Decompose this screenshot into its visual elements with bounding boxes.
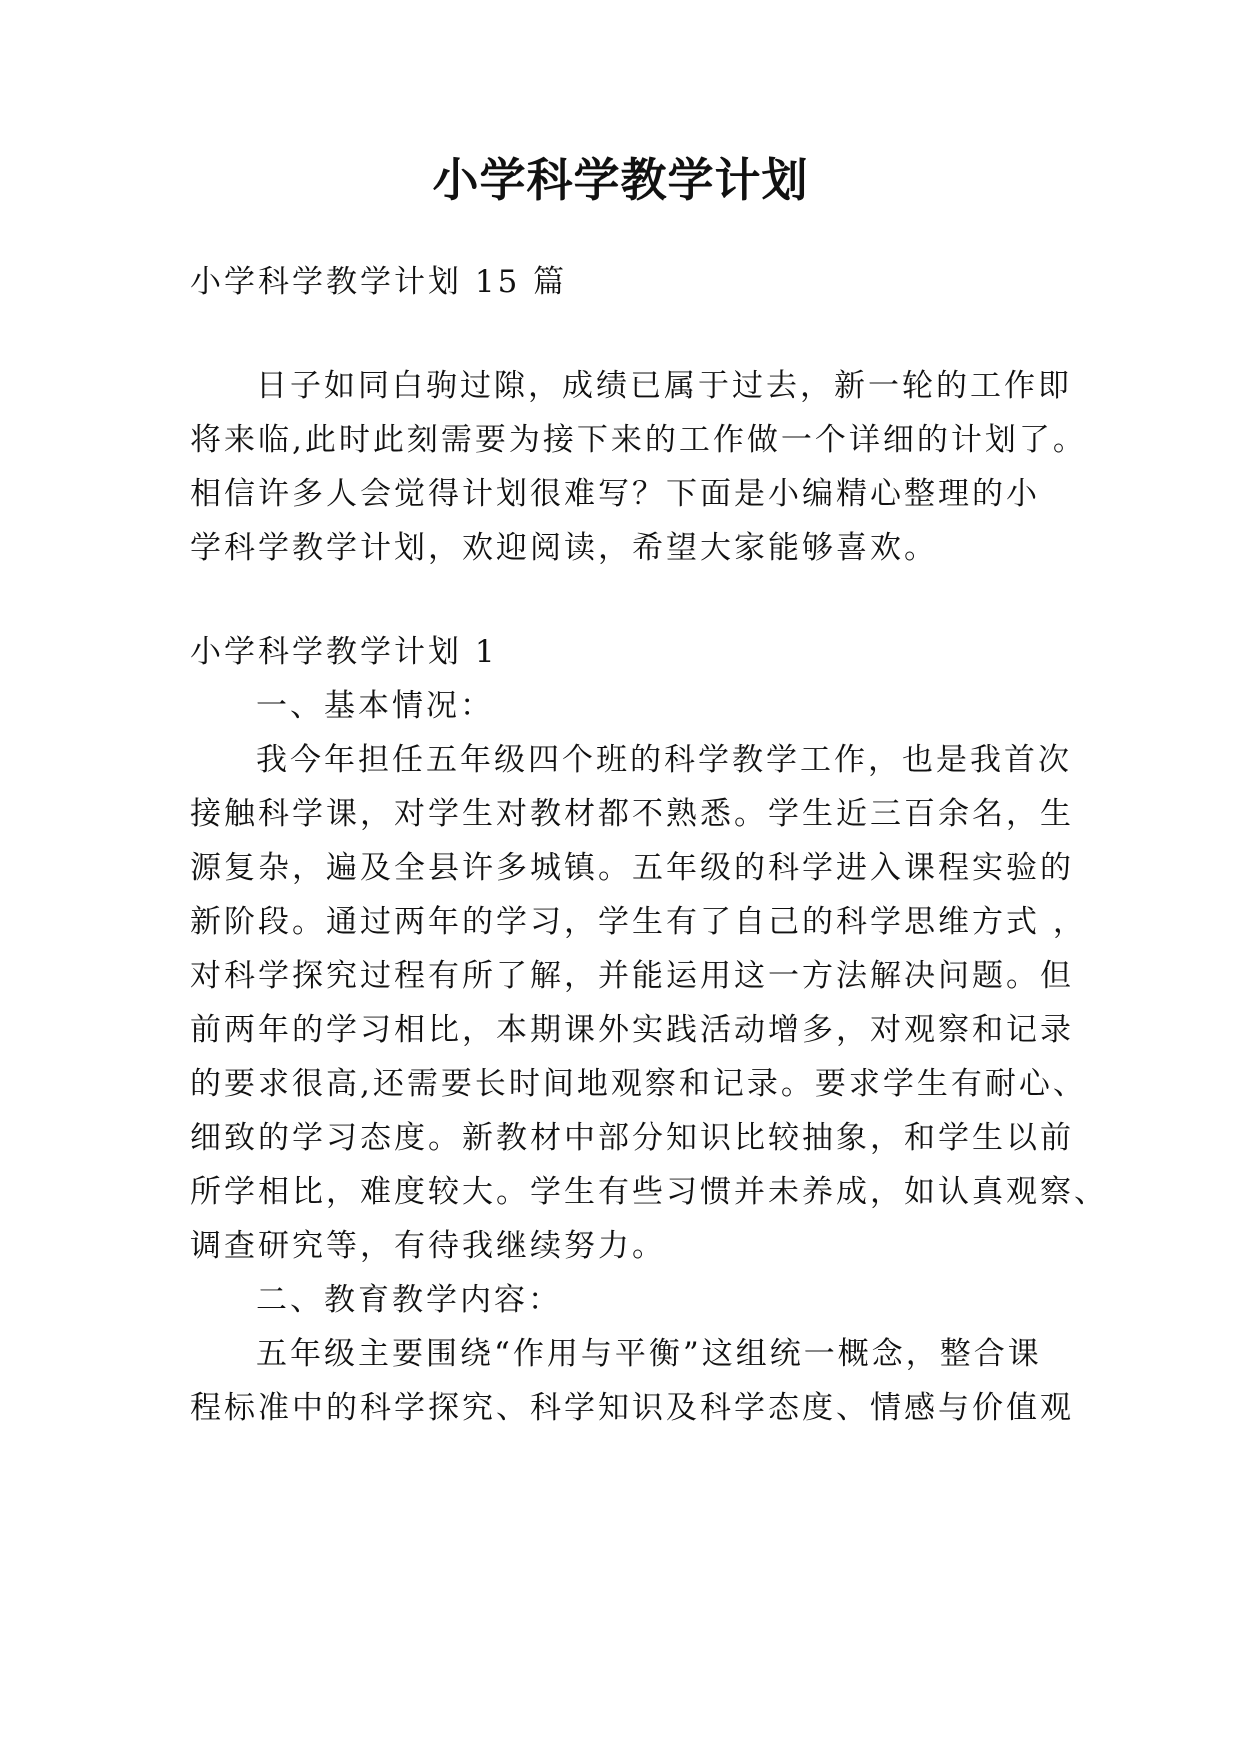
document-body: [190, 0, 1108, 1754]
intro-line-2: 将来临,此时此刻需要为接下来的工作做一个详细的计划了。: [190, 422, 1087, 458]
document-title: 小学科学教学计划: [432, 153, 809, 207]
part-1-line-1: 我今年担任五年级四个班的科学教学工作，也是我首次: [256, 742, 1072, 778]
part-1-line-6: 前两年的学习相比，本期课外实践活动增多，对观察和记录: [190, 1012, 1074, 1048]
intro-line-1: 日子如同白驹过隙，成绩已属于过去，新一轮的工作即: [256, 368, 1072, 404]
part-1-line-4: 新阶段。通过两年的学习，学生有了自己的科学思维方式 ，: [190, 904, 1087, 940]
part-2-line-2: 程标准中的科学探究、科学知识及科学态度、情感与价值观: [190, 1390, 1074, 1426]
part-1-line-3: 源复杂，遍及全县许多城镇。五年级的科学进入课程实验的: [190, 850, 1074, 886]
intro-line-4: 学科学教学计划，欢迎阅读，希望大家能够喜欢。: [190, 530, 938, 566]
part-1-line-5: 对科学探究过程有所了解，并能运用这一方法解决问题。但: [190, 958, 1074, 994]
part-1-heading: 一、基本情况：: [256, 688, 494, 724]
intro-line-3: 相信许多人会觉得计划很难写？下面是小编精心整理的小: [190, 476, 1040, 512]
part-1-line-8: 细致的学习态度。新教材中部分知识比较抽象，和学生以前: [190, 1120, 1074, 1156]
section-1-heading: 小学科学教学计划 1: [190, 634, 498, 670]
part-1-line-2: 接触科学课，对学生对教材都不熟悉。学生近三百余名，生: [190, 796, 1074, 832]
part-2-line-1: 五年级主要围绕“作用与平衡”这组统一概念，整合课: [256, 1336, 1042, 1372]
part-1-line-10: 调查研究等，有待我继续努力。: [190, 1228, 666, 1264]
part-1-line-9: 所学相比，难度较大。学生有些习惯并未养成，如认真观察、: [190, 1174, 1108, 1210]
part-2-heading: 二、教育教学内容：: [256, 1282, 562, 1318]
part-1-line-7: 的要求很高,还需要长时间地观察和记录。要求学生有耐心、: [190, 1066, 1087, 1102]
document-subtitle: 小学科学教学计划 15 篇: [190, 264, 568, 300]
